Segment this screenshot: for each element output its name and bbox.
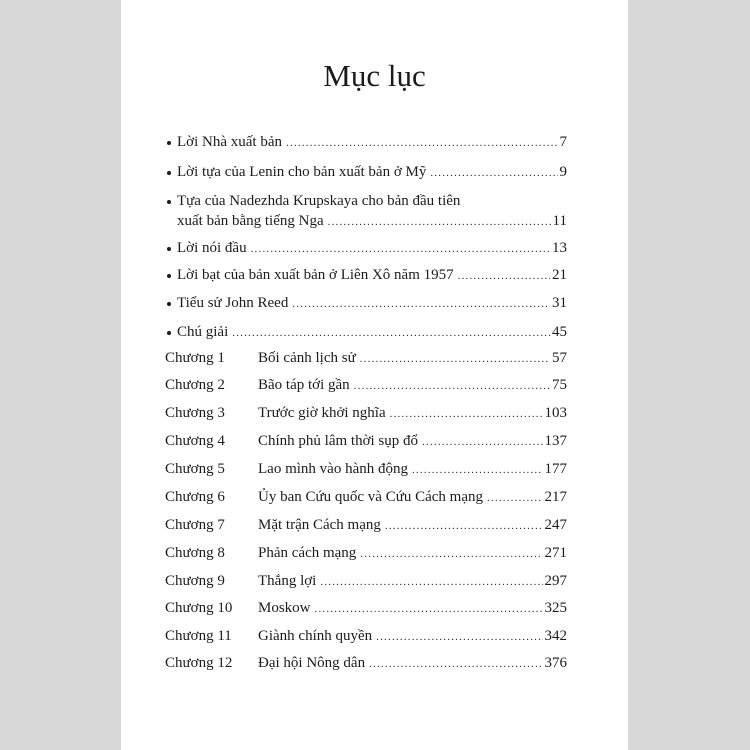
- toc-chapter-2[interactable]: [121, 375, 628, 395]
- dot-leader: [458, 266, 550, 286]
- chapter-number: Chương 8: [165, 545, 225, 561]
- toc-chapter-11[interactable]: [121, 626, 628, 646]
- chapter-title: Đại hội Nông dân: [258, 655, 366, 671]
- dot-leader: [430, 163, 557, 183]
- toc-entry-publisher-note[interactable]: [121, 132, 628, 152]
- chapter-title: Lao mình vào hành động: [258, 461, 408, 477]
- toc-chapter-8[interactable]: [121, 543, 628, 563]
- page-number: 137: [544, 433, 567, 449]
- entry-title: Chú giải: [177, 324, 229, 340]
- toc-chapter-9[interactable]: [121, 571, 628, 591]
- chapter-number: Chương 12: [165, 655, 233, 671]
- chapter-number: Chương 10: [165, 600, 233, 616]
- chapter-title: Trước giờ khởi nghĩa: [258, 405, 386, 421]
- toc-chapter-1[interactable]: [121, 348, 628, 368]
- page-number: 271: [544, 545, 567, 561]
- toc-entry-notes[interactable]: [121, 322, 628, 342]
- page-number: 75: [552, 377, 567, 393]
- dot-leader: [385, 516, 543, 536]
- page-number: 21: [552, 267, 567, 283]
- page-number: 45: [552, 324, 567, 340]
- chapter-title: Bão táp tới gần: [258, 377, 350, 393]
- bullet-icon: [167, 238, 175, 258]
- page-number: 342: [544, 628, 567, 644]
- page-number: 9: [559, 164, 567, 180]
- chapter-title: Ủy ban Cứu quốc và Cứu Cách mạng: [258, 489, 483, 505]
- chapter-number: Chương 6: [165, 489, 225, 505]
- bullet-icon: [167, 265, 175, 285]
- dot-leader: [412, 460, 543, 480]
- page-number: 7: [559, 134, 567, 150]
- toc-chapter-10[interactable]: [121, 598, 628, 618]
- dot-leader: [320, 572, 542, 592]
- dot-leader: [286, 133, 558, 153]
- chapter-title: Bối cảnh lịch sử: [258, 350, 356, 366]
- toc-entry-john-reed-bio[interactable]: [121, 293, 628, 313]
- entry-title: Lời tựa của Lenin cho bản xuất bản ở Mỹ: [177, 164, 427, 180]
- toc-chapter-6[interactable]: [121, 487, 628, 507]
- page-number: 217: [544, 489, 567, 505]
- entry-title-line2: xuất bản bằng tiếng Nga: [177, 213, 324, 229]
- page-number: 376: [544, 655, 567, 671]
- chapter-title: Mặt trận Cách mạng: [258, 517, 381, 533]
- toc-entry-foreword[interactable]: [121, 238, 628, 258]
- dot-leader: [360, 349, 550, 369]
- page-number: 11: [552, 213, 567, 229]
- chapter-number: Chương 4: [165, 433, 225, 449]
- entry-title: Lời Nhà xuất bản: [177, 134, 282, 150]
- page-number: 177: [544, 461, 567, 477]
- toc-entry-afterword-1957[interactable]: [121, 265, 628, 285]
- bullet-icon: [167, 322, 175, 342]
- dot-leader: [232, 323, 550, 343]
- table-of-contents: [121, 0, 628, 750]
- dot-leader: [292, 294, 550, 314]
- chapter-title: Chính phủ lâm thời sụp đổ: [258, 433, 419, 449]
- dot-leader: [390, 404, 543, 424]
- entry-title-line1: Tựa của Nadezhda Krupskaya cho bản đầu tiên: [177, 193, 461, 209]
- chapter-title: Thắng lợi: [258, 573, 317, 589]
- entry-title: Lời nói đầu: [177, 240, 247, 256]
- page-title: Mục lục: [323, 58, 426, 93]
- page-number: 103: [544, 405, 567, 421]
- dot-leader: [315, 599, 543, 619]
- dot-leader: [354, 376, 550, 396]
- page-number: 57: [552, 350, 567, 366]
- chapter-number: Chương 5: [165, 461, 225, 477]
- chapter-number: Chương 11: [165, 628, 232, 644]
- dot-leader: [422, 432, 542, 452]
- dot-leader: [251, 239, 550, 259]
- dot-leader: [328, 212, 551, 232]
- toc-entry-krupskaya-preface-line2[interactable]: [121, 211, 628, 231]
- dot-leader: [369, 654, 542, 674]
- entry-title: Tiểu sử John Reed: [177, 295, 289, 311]
- toc-entry-lenin-preface[interactable]: [121, 162, 628, 182]
- toc-chapter-3[interactable]: [121, 403, 628, 423]
- chapter-number: Chương 9: [165, 573, 225, 589]
- bullet-icon: [167, 191, 175, 211]
- page-number: 247: [544, 517, 567, 533]
- dot-leader: [360, 544, 542, 564]
- dot-leader: [487, 488, 543, 508]
- chapter-title: Moskow: [258, 600, 311, 616]
- chapter-title: Phản cách mạng: [258, 545, 357, 561]
- chapter-number: Chương 1: [165, 350, 225, 366]
- page-number: 297: [544, 573, 567, 589]
- bullet-icon: [167, 293, 175, 313]
- chapter-number: Chương 3: [165, 405, 225, 421]
- book-page: [121, 0, 628, 750]
- page-number: 31: [552, 295, 567, 311]
- page-number: 13: [552, 240, 567, 256]
- toc-chapter-7[interactable]: [121, 515, 628, 535]
- bullet-icon: [167, 132, 175, 152]
- chapter-title: Giành chính quyền: [258, 628, 373, 644]
- entry-title: Lời bạt của bản xuất bản ở Liên Xô năm 1957: [177, 267, 454, 283]
- toc-chapter-12[interactable]: [121, 653, 628, 673]
- page-number: 325: [544, 600, 567, 616]
- dot-leader: [376, 627, 542, 647]
- toc-chapter-5[interactable]: [121, 459, 628, 479]
- bullet-icon: [167, 162, 175, 182]
- toc-entry-krupskaya-preface[interactable]: [121, 191, 628, 211]
- chapter-number: Chương 7: [165, 517, 225, 533]
- toc-chapter-4[interactable]: [121, 431, 628, 451]
- chapter-number: Chương 2: [165, 377, 225, 393]
